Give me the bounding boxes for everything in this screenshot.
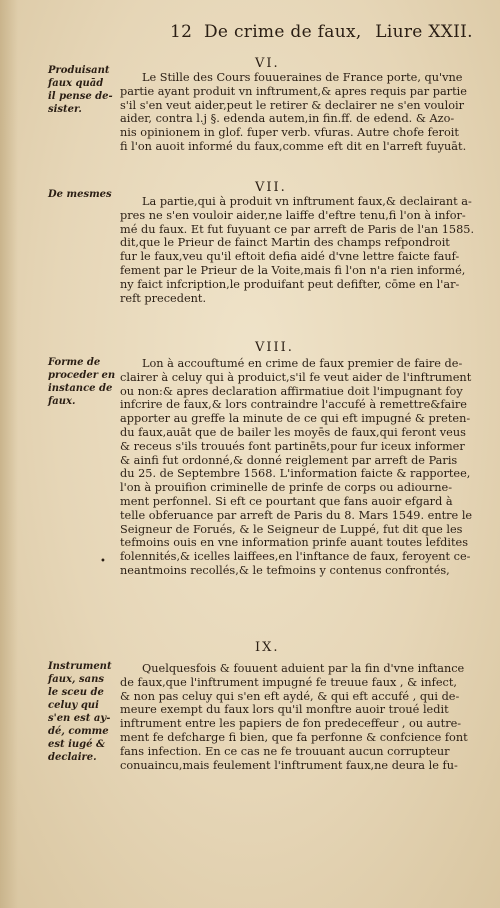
text-line: Quelquesfois & fouuent aduient par la fin d'vne inftance <box>142 662 465 675</box>
text-line: du 25. de Septembre 1568. L'information faicte & rapportee, <box>120 467 471 481</box>
text-line: & ainfi fut ordonné,& donné reiglement par arreft de Paris <box>120 453 458 467</box>
text-line: reft precedent. <box>120 291 207 305</box>
text-line: l'on à prouifion criminelle de prinfe de corps ou adiourne- <box>120 481 453 495</box>
paragraph-ix <box>120 662 490 772</box>
page-shadow <box>0 0 18 908</box>
margin-note-3: Forme de proceder en instance de faux. <box>48 357 116 407</box>
text-line: & receus s'ils trouués font partinēts,pour fur iceux informer <box>120 439 465 453</box>
bullet-mark: • <box>100 556 106 567</box>
text-line: La partie,qui à produit vn inftrument faux,& declairant a- <box>142 195 472 208</box>
section-numeral-vii: VII. <box>255 180 287 195</box>
text-line: pres ne s'en vouloir aider,ne laiffe d'eftre tenu,fi l'on à infor- <box>120 208 466 222</box>
text-line: apporter au greffe la minute de ce qui eft impugné & preten- <box>120 412 471 426</box>
text-line: conuaincu,mais feulement l'inftrument faux,ne deura le fu- <box>120 758 458 772</box>
section-numeral-ix: IX. <box>255 640 280 655</box>
text-line: ou non:& apres declaration affirmatiue doit l'impugnant foy <box>120 384 463 398</box>
text-line: fement par le Prieur de la Voite,mais fi l'on n'a rien informé, <box>120 263 466 277</box>
text-line: mé du faux. Et fut fuyuant ce par arreft de Paris de l'an 1585. <box>120 222 475 236</box>
paragraph-vi <box>120 71 490 154</box>
text-line: clairer à celuy qui à produict,s'il fe veut aider de l'inftrument <box>120 370 472 384</box>
text-line: aider, contra l.j §. edenda autem,in fin.ff. de edend. & Azo- <box>120 112 455 126</box>
text-line: & non pas celuy qui s'en eft aydé, & qui eft accufé , qui de- <box>120 689 460 703</box>
text-line: nis opinionem in glof. fuper verb. vfuras. Autre chofe feroit <box>120 126 459 140</box>
text-line: ny faict infcription,le produifant peut defifter, cōme en l'ar- <box>120 277 460 291</box>
section-numeral-vi: VI. <box>255 56 280 71</box>
text-line: fans infection. En ce cas ne fe trouuant aucun corrupteur <box>120 744 450 758</box>
text-line: de faux,que l'inftrument impugné fe treuue faux , & infect, <box>120 675 457 689</box>
text-line: du faux,auāt que de bailer les moyēs de faux,qui feront veus <box>120 425 466 439</box>
text-line: telle obferuance par arreft de Paris du 8. Mars 1549. entre le <box>120 508 473 522</box>
text-line: neantmoins recollés,& le tefmoins y contenus confrontés, <box>120 563 450 577</box>
text-line: ment perfonnel. Si eft ce pourtant que fans auoir efgard à <box>120 494 453 508</box>
text-line: tefmoins ouis en vne information prinfe auant toutes lefdites <box>120 536 469 550</box>
margin-note-4: Instrument faux, sans le sceu de celuy qui s'en est ay- dé, comme est iugé & declaire. <box>48 661 112 763</box>
text-line: fur le faux,veu qu'il eftoit defia aidé d'vne lettre faicte fauf- <box>120 250 460 264</box>
page-number: 12 <box>170 22 193 42</box>
text-line: dit,que le Prieur de fainct Martin des champs refpondroit <box>120 236 450 250</box>
text-line: Lon à accouftumé en crime de faux premier de faire de- <box>142 357 463 370</box>
header-book: Liure XXII. <box>375 22 473 42</box>
text-line: partie ayant produit vn inftrument,& apres requis par partie <box>120 84 467 98</box>
text-line: ment fe defcharge fi bien, que fa perfonne & confcience font <box>120 730 468 744</box>
text-line: fi l'on auoit informé du faux,comme eft dit en l'arreft fuyuāt. <box>120 139 467 153</box>
header-title: De crime de faux, <box>203 22 362 42</box>
margin-note-1: Produisant faux quād il pense de- sister. <box>48 65 113 115</box>
text-line: s'il s'en veut aider,peut le retirer & declairer ne s'en vouloir <box>120 98 465 112</box>
text-line: folennités,& icelles laiffees,en l'inftance de faux, feroyent ce- <box>120 550 471 564</box>
section-numeral-viii: VIII. <box>255 340 294 355</box>
text-line: infcrire de faux,& lors contraindre l'accufé à remettre&faire <box>120 398 467 412</box>
paragraph-vii <box>120 195 490 305</box>
text-line: Le Stille des Cours fouueraines de France porte, qu'vne <box>142 71 463 84</box>
paragraph-viii <box>120 357 490 578</box>
text-line: inftrument entre les papiers de fon predeceffeur , ou autre- <box>120 717 462 731</box>
text-line: meure exempt du faux lors qu'il monftre auoir troué ledit <box>120 703 449 717</box>
margin-note-2: De mesmes <box>48 189 112 200</box>
text-line: Seigneur de Forués, & le Seigneur de Luppé, fut dit que les <box>120 522 463 536</box>
running-header <box>170 22 490 42</box>
